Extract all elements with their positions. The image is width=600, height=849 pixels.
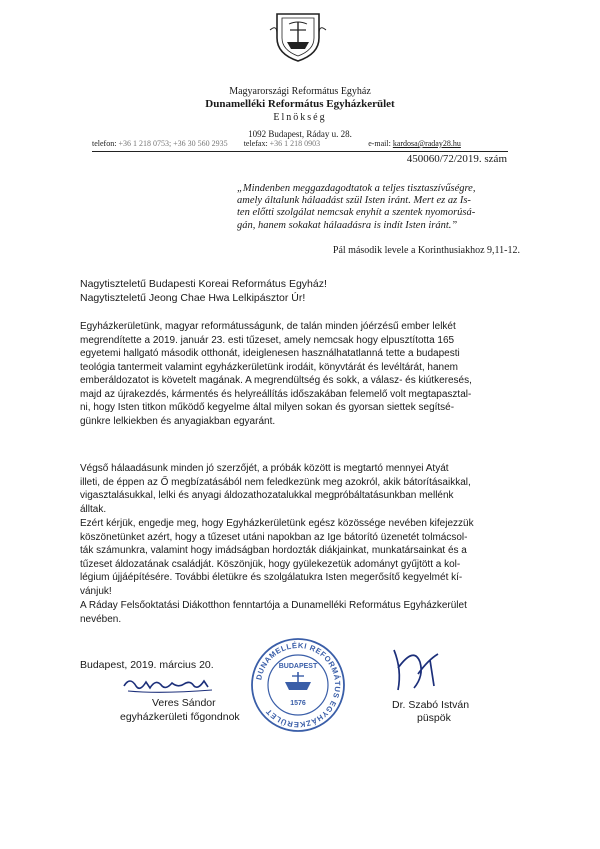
text-line: A Ráday Felsőoktatási Diákotthon fenntartója a Dunamelléki Református Egyházkerület [80,600,467,611]
reference-number: 450060/72/2019. szám [406,153,507,165]
church-name: Magyarországi Református Egyház [229,86,371,97]
quote-line: amely általunk hálaadást szül Isten iránt. Mert ez az Is- [237,195,471,207]
stamp-ring-text: DUNAMELLÉKI REFORMÁTUS EGYHÁZKERÜLET [254,640,343,730]
fax-number: +36 1 218 0903 [269,139,321,148]
contact-line [92,139,508,148]
paragraph-2 [80,462,520,516]
header-divider [92,151,508,152]
salutation [80,278,520,305]
church-crest-icon [269,8,327,64]
address: 1092 Budapest, Ráday u. 28. [248,129,352,139]
signatory-1-name: Veres Sándor [152,697,216,709]
text-line: Ezért kérjük, engedje meg, hogy Egyházkerületünk egész közössége nevében kifejezzük [80,518,474,529]
text-line: günkre lelkiekben és anyagiakban egyaránt. [80,415,276,427]
text-line: nevében. [80,613,122,625]
text-line: ták számunkra, valamint hogy imádságban hordozták diákjainkat, munkatársainkat és a [80,545,467,556]
text-line: Végső hálaadásunk minden jó szerzőjét, a próbák között is megtartó mennyei Atyát [80,463,449,474]
official-stamp-icon [249,636,347,734]
quote-line: ten előtti szolgálat nemcsak enyhít a szentek nyomorúsá- [237,207,476,219]
text-line: egyetemi hallgató második otthonát, ideiglenesen használhatatlanná tette a budapesti [80,348,460,359]
signature-veres-icon [120,672,220,696]
place-date: Budapest, 2019. március 20. [80,659,214,671]
paragraph-1 [80,320,520,428]
text-line: vigasztalásukkal, lelki és anyagi áldozathozatalukkal megpróbáltatásunkban mellénk [80,490,454,501]
stamp-city: BUDAPEST [278,663,318,670]
quote-line: gán, hanem sokakat hálaadásra is indít Isten iránt.” [237,219,458,231]
fax-label: telefax: [243,139,268,148]
quote-source: Pál második levele a Korinthusiakhoz 9,11-12. [332,245,520,256]
stamp-year: 1576 [290,700,306,707]
email-link[interactable]: kardosa@raday28.hu [392,139,461,148]
email-label: e-mail: [368,139,391,148]
text-line: majd az újrakezdés, kármentés és helyreállítás időszakában felemelő volt megtapasztal- [80,388,472,400]
text-line: illeti, de éppen az Ő megbízatásából nem feledkezünk meg azokról, akik bátorításaikkal, [80,476,471,488]
text-line: álltak. [80,503,107,515]
paragraph-3 [80,517,520,598]
quote-line: „Mindenben meggazdagodtatok a teljes tisztaszívűségre, [237,183,476,194]
text-line: vánjuk! [80,585,112,597]
signatory-1-title: egyházkerületi főgondnok [120,711,240,723]
text-line: megrendítette a 2019. január 23. esti tűzeset, amely nemcsak hogy elpusztította 165 [80,334,455,346]
text-line: emberáldozatot is követelt magának. A megrendültség és sokk, a válasz- és kiútkeresés, [80,375,472,386]
text-line: teológia tantermeit valamint egyházkerületünk irodáit, könyvtárát és levéltárát, hanem [80,361,458,373]
salutation-line: Nagytiszteletű Budapesti Koreai Református Egyház! [80,278,327,290]
paragraph-4 [80,599,520,626]
signatory-2-name: Dr. Szabó István [392,699,470,711]
text-line: Egyházkerületünk, magyar reformátusságunk, de talán minden jóérzésű ember lelkét [80,321,456,332]
phone-label: telefon: [92,139,117,148]
epigraph-quote [237,183,522,232]
signature-szabo-icon [388,640,446,696]
district-name: Dunamelléki Református Egyházkerület [205,98,395,110]
phone-2: +36 30 560 2935 [173,139,228,148]
office-name: Elnökség [273,112,327,123]
text-line: tűzeset áldozatának családját. Köszönjük, hogy gyülekezetük adományt gyűjtött a kol- [80,558,461,570]
text-line: ni, hogy Isten titkon működő kegyelme által milyen sokan és gyorsan siettek segítsé- [80,402,455,413]
salutation-line: Nagytiszteletű Jeong Chae Hwa Lelkipásztor Úr! [80,291,306,304]
signatory-2-title: püspök [417,712,451,724]
phone-1: +36 1 218 0753; [118,139,172,148]
text-line: köszönetünket azért, hogy a tűzeset utáni napokban az Ige bátorító üzenetét tolmácsol- [80,531,468,543]
text-line: légium újjáépítésére. További életükre és szolgálatukra Isten megerősítő kegyelmét kí- [80,572,463,583]
